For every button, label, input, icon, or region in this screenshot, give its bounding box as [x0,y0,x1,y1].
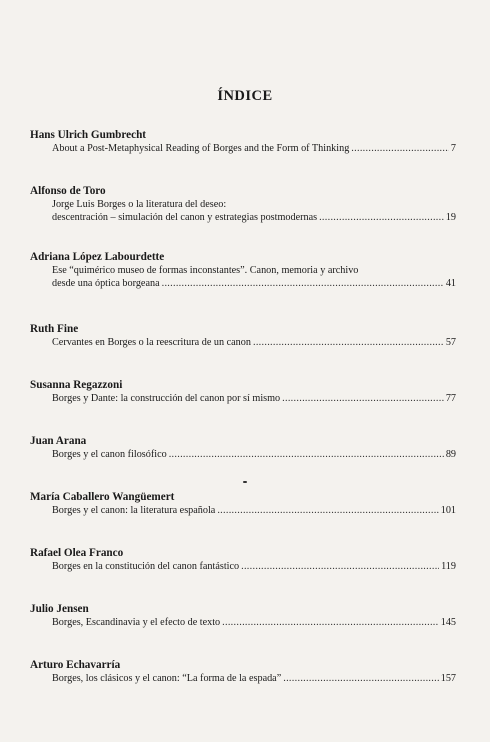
toc-entry-page-number: 77 [445,393,456,404]
toc-entry [30,434,460,461]
toc-entry-title-line [30,336,460,349]
page-title: ÍNDICE [217,88,273,104]
toc-entry-title-line [30,392,460,405]
toc-entry-page-number: 7 [450,143,456,154]
dot-leader [222,616,439,629]
toc-entry-title: Borges y el canon: la literatura española [52,505,216,516]
toc-entry-page-number: 57 [445,337,456,348]
toc-entry-title: Jorge Luis Borges o la literatura del deseo: [52,199,227,210]
toc-entry-author: Adriana López Labourdette [30,251,165,263]
toc-entry [30,250,460,290]
toc-entry-title: Borges, Escandinavia y el efecto de texto [52,617,221,628]
toc-entry-title-line [30,616,460,629]
toc-entry-title-line [30,211,460,224]
toc-entry-title: desde una óptica borgeana [52,278,160,290]
toc-entry-author: Hans Ulrich Gumbrecht [30,129,147,141]
toc-entry-author: María Caballero Wangüemert [30,491,175,503]
toc-entry-title: Cervantes en Borges o la reescritura de un canon [52,337,251,348]
toc-entry-page-number: 101 [440,505,456,516]
toc-entry-title-line [30,448,460,461]
dot-leader [241,560,439,573]
dot-leader [217,504,438,517]
toc-entry-page-number: 19 [445,212,456,224]
toc-entry-page-number: 89 [445,449,456,460]
toc-entry-author: Rafael Olea Franco [30,547,124,559]
toc-entry-author: Arturo Echavarría [30,659,121,671]
toc-entry-title: descentración – simulación del canon y estrategias postmodernas [52,212,318,224]
toc-entry-title-line [30,560,460,573]
toc-entry-author: Ruth Fine [30,323,79,335]
toc-entry [30,128,460,155]
toc-entry-author: Julio Jensen [30,603,89,615]
dot-leader [319,211,444,224]
toc-entry-title: About a Post-Metaphysical Reading of Borges and the Form of Thinking [52,143,350,154]
toc-entry-title: Borges en la constitución del canon fantástico [52,561,240,572]
toc-entry-author: Susanna Regazzoni [30,379,123,391]
toc-entry-page-number: 41 [445,278,456,290]
print-speck [243,481,247,483]
toc-entry-page-number: 145 [440,617,456,628]
dot-leader [283,672,438,685]
dot-leader [253,336,444,349]
toc-entry-title-line [30,277,460,290]
toc-entry [30,602,460,629]
toc-entry-title-line [30,672,460,685]
toc-entry-title-line [30,504,460,517]
dot-leader [351,142,449,155]
toc-entry-title: Borges y el canon filosófico [52,449,167,460]
toc-entry-page-number: 157 [440,673,456,684]
toc-entry-title: Borges y Dante: la construcción del canon por sí mismo [52,393,281,404]
toc-entry-author: Alfonso de Toro [30,185,106,197]
toc-entry [30,378,460,405]
toc-entry [30,490,460,517]
toc-entry-title: Ese “quimérico museo de formas inconstantes”. Canon, memoria y archivo [52,265,359,276]
toc-entry [30,658,460,685]
toc-entry-author: Juan Arana [30,435,87,447]
toc-entry-title-line [30,142,460,155]
toc-entry [30,322,460,349]
dot-leader [162,277,444,290]
toc-entry [30,546,460,573]
toc-entry-title: Borges, los clásicos y el canon: “La forma de la espada” [52,673,282,684]
dot-leader [169,448,444,461]
toc-entry-page-number: 119 [441,561,456,572]
dot-leader [282,392,444,405]
toc-entry [30,184,460,224]
